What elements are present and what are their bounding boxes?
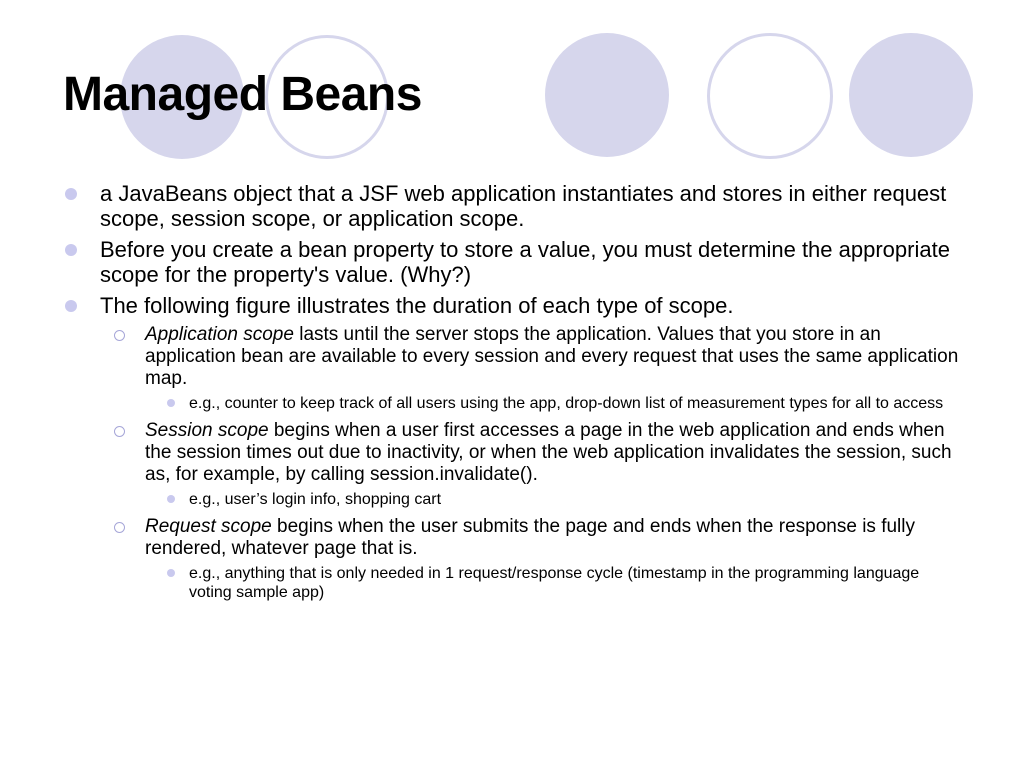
sub-bullet-request-scope <box>0 516 1024 560</box>
hollow-circle-bullet-icon <box>114 522 125 533</box>
sub-bullet-application-scope <box>0 324 1024 390</box>
hollow-circle-bullet-icon <box>114 330 125 341</box>
scope-term: Session scope <box>145 420 269 441</box>
bullet-item <box>0 181 1024 231</box>
bullet-item <box>0 237 1024 287</box>
bullet-text: Before you create a bean property to store a value, you must determine the appropriate scope for the property's value. (Why?) <box>100 237 950 287</box>
example-item <box>0 394 1024 413</box>
bullet-text: The following figure illustrates the duration of each type of scope. <box>100 293 734 318</box>
hollow-circle-bullet-icon <box>114 426 125 437</box>
scope-term: Application scope <box>145 324 294 345</box>
bullet-dot-icon <box>65 300 77 312</box>
bullet-dot-icon <box>65 244 77 256</box>
small-dot-bullet-icon <box>167 569 175 577</box>
bullet-text: a JavaBeans object that a JSF web application instantiates and stores in either request scope, session scope, or application scope. <box>100 181 947 231</box>
scope-description: begins when a user first accesses a page in the web application and ends when the session times out due to inactivity, or when the web application invalidates the session, such as, for example, by calling session.invalidate(). <box>145 420 952 485</box>
decoration-circle-filled-2 <box>545 33 669 157</box>
decoration-circle-filled-3 <box>849 33 973 157</box>
slide-title: Managed Beans <box>63 68 422 121</box>
example-text: e.g., user’s login info, shopping cart <box>189 491 442 508</box>
bullet-item <box>0 293 1024 318</box>
scope-term: Request scope <box>145 516 272 537</box>
example-text: e.g., counter to keep track of all users using the app, drop-down list of measurement types for all to access <box>189 395 944 412</box>
slide-content <box>0 181 1024 609</box>
scope-description: begins when the user submits the page and ends when the response is fully rendered, whatever page that is. <box>145 516 915 559</box>
small-dot-bullet-icon <box>167 399 175 407</box>
decoration-circle-ring-2 <box>707 33 833 159</box>
example-text: e.g., anything that is only needed in 1 request/response cycle (timestamp in the programming language voting sample app) <box>189 565 920 601</box>
small-dot-bullet-icon <box>167 495 175 503</box>
bullet-dot-icon <box>65 188 77 200</box>
example-item <box>0 490 1024 509</box>
sub-bullet-session-scope <box>0 420 1024 486</box>
example-item <box>0 564 1024 602</box>
scope-description: lasts until the server stops the application. Values that you store in an application bean are available to every session and every request that uses the same application map. <box>145 324 959 389</box>
